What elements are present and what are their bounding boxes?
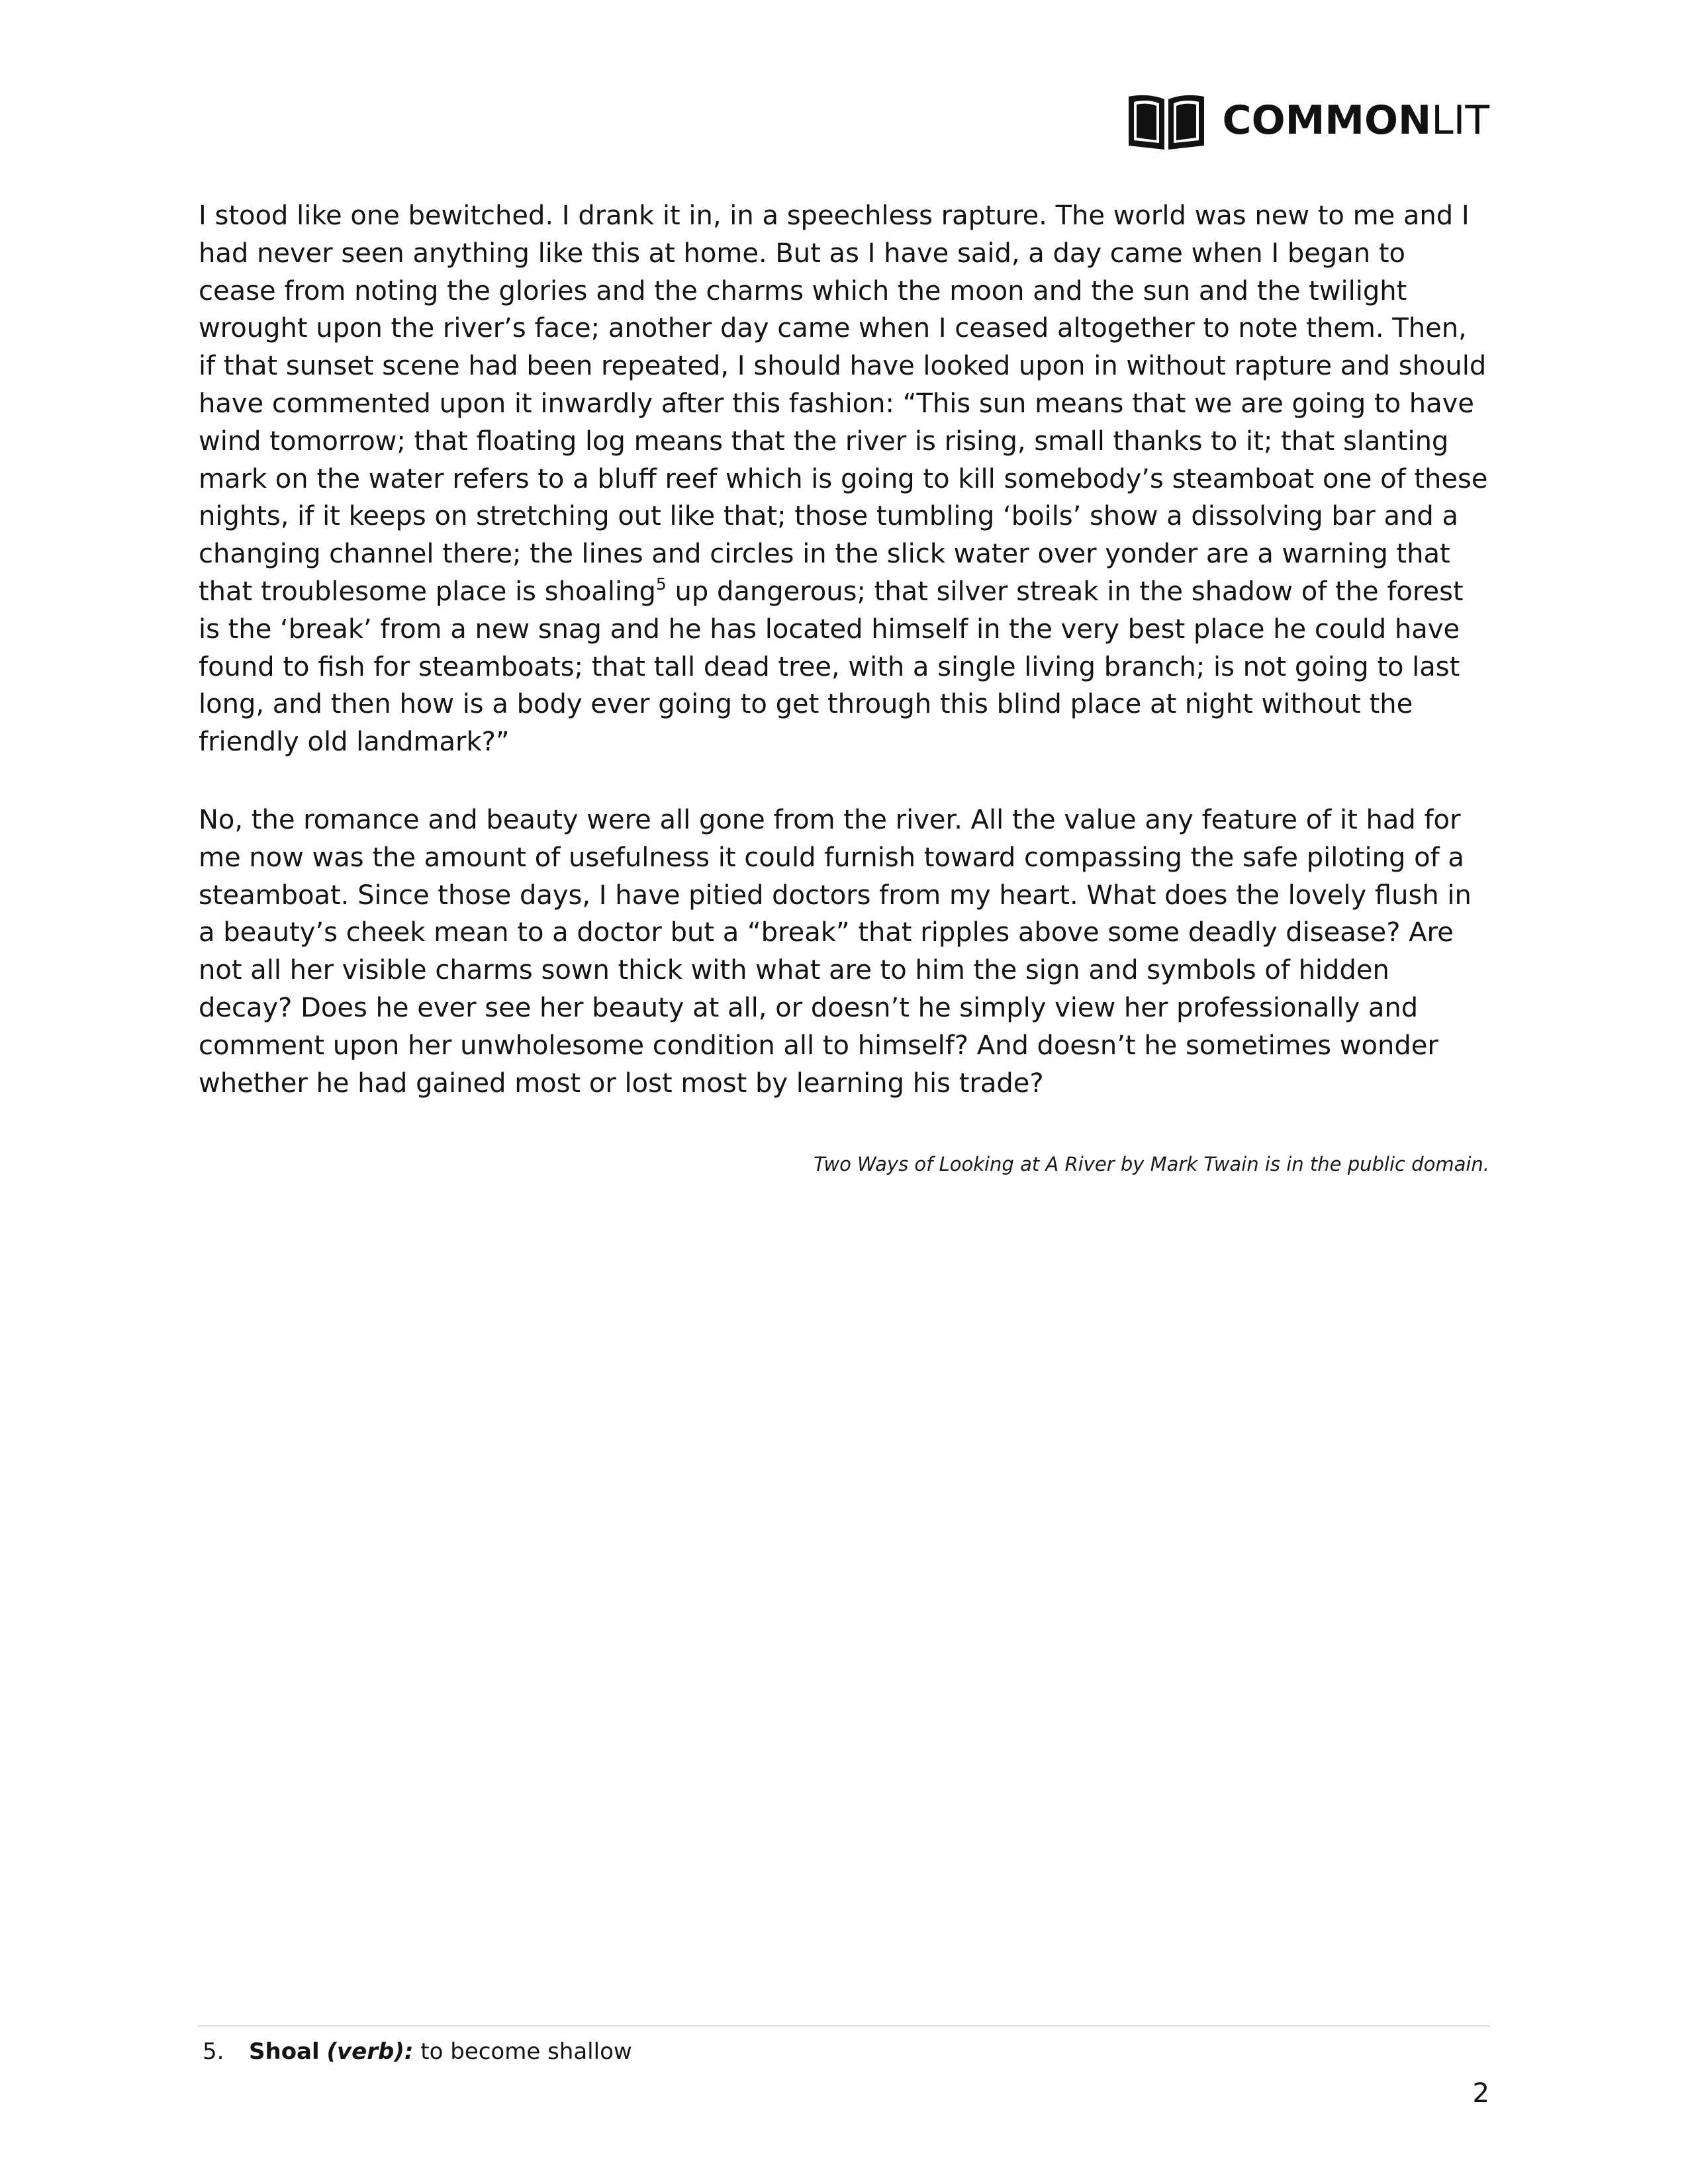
footnote-number: 5. (203, 2038, 224, 2065)
paragraph-1 (199, 197, 1491, 761)
paragraph-1-text-a: I stood like one bewitched. I drank it in, in a speechless rapture. The world was new to me and I had never seen anything like this at home. But as I have said, a day came when I began to cease from noting the glories and the charms which the moon and the sun and the twilight wrought upon the river’s face; another day came when I ceased altogether to note them. Then, if that sunset scene had been repeated, I should have looked upon in without rapture and should have commented upon it inwardly after this fashion: “This sun means that we are going to have wind tomorrow; that floating log means that the river is rising, small thanks to it; that slanting mark on the water refers to a bluff reef which is going to kill somebody’s steamboat one of these nights, if it keeps on stretching out like that; those tumbling ‘boils’ show a dissolving bar and a changing channel there; the lines and circles in the slick water over yonder are a warning that that troublesome place is shoaling (199, 201, 1488, 607)
footnote-definition: to become shallow (413, 2038, 632, 2065)
page-number: 2 (1472, 2078, 1489, 2109)
paragraph-1-text-b: up dangerous; that silver streak in the shadow of the forest is the ‘break’ from a new snag and he has located himself in the very best place he could have found to fish for steamboats; that tall dead tree, with a single living branch; is not going to last long, and then how is a body ever going to get through this blind place at night without the friendly old landmark?” (199, 576, 1464, 758)
logo-word-lit: LIT (1431, 97, 1489, 144)
logo-wordmark (1222, 97, 1489, 144)
open-book-icon (1126, 90, 1207, 151)
commonlit-logo (1126, 90, 1489, 151)
footnote-part-of-speech: (verb): (326, 2038, 414, 2065)
logo-word-common: COMMON (1222, 97, 1432, 144)
footnote-term: Shoal (249, 2038, 320, 2065)
footnote-reference-5[interactable]: 5 (655, 574, 667, 594)
passage-body (199, 197, 1491, 1142)
footnote-5 (203, 2037, 632, 2066)
footnote-divider (199, 2025, 1489, 2026)
attribution-note: Two Ways of Looking at A River by Mark Twain is in the public domain. (814, 1153, 1489, 1175)
paragraph-2: No, the romance and beauty were all gone from the river. All the value any feature of it had for me now was the amount of usefulness it could furnish toward compassing the safe piloting of a steamboat. Since those days, I have pitied doctors from my heart. What does the lovely flush in a beauty’s cheek mean to a doctor but a “break” that ripples above some deadly disease? Are not all her visible charms sown thick with what are to him the sign and symbols of hidden decay? Does he ever see her beauty at all, or doesn’t he simply view her professionally and comment upon her unwholesome condition all to himself? And doesn’t he sometimes wonder whether he had gained most or lost most by learning his trade? (199, 804, 1472, 1099)
